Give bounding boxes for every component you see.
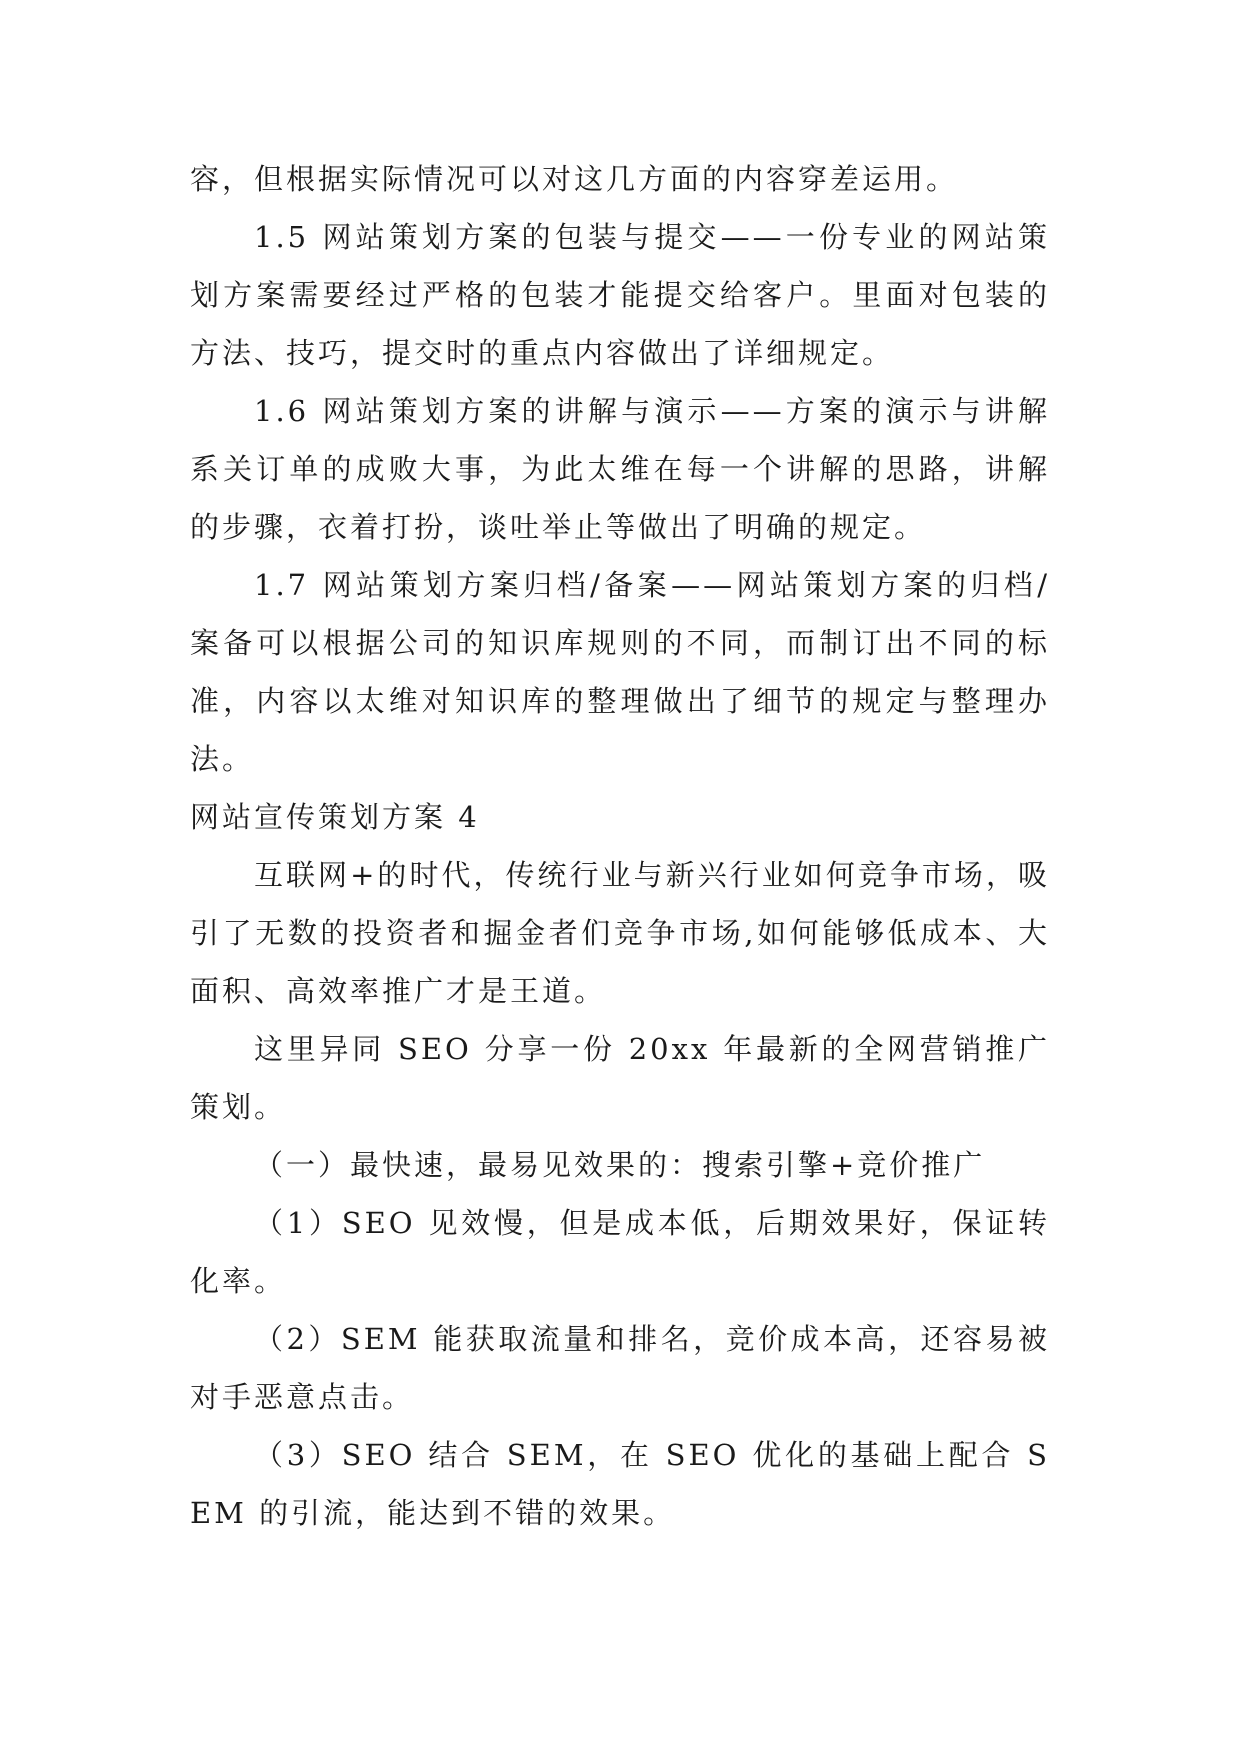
paragraph-archiving: 1.7 网站策划方案归档/备案——网站策划方案的归档/案备可以根据公司的知识库规则的不同，而制订出不同的标准，内容以太维对知识库的整理做出了细节的规定与整理办法。 [190,568,1050,776]
paragraph-item-one: （一）最快速，最易见效果的：搜索引擎+竞价推广 [254,1148,986,1182]
paragraph-internet-plus: 互联网+的时代，传统行业与新兴行业如何竞争市场，吸引了无数的投资者和掘金者们竞争市场,如何能够低成本、大面积、高效率推广才是王道。 [190,858,1050,1008]
document-body [190,150,1050,1542]
paragraph-seo-share: 这里异同 SEO 分享一份 20xx 年最新的全网营销推广策划。 [190,1032,1050,1124]
paragraph-presentation: 1.6 网站策划方案的讲解与演示——方案的演示与讲解系关订单的成败大事，为此太维在每一个讲解的思路，讲解的步骤，衣着打扮，谈吐举止等做出了明确的规定。 [190,394,1050,544]
paragraph-seo-sem: （3）SEO 结合 SEM，在 SEO 优化的基础上配合 SEM 的引流，能达到不错的效果。 [190,1438,1050,1530]
paragraph-sem: （2）SEM 能获取流量和排名，竞价成本高，还容易被对手恶意点击。 [190,1322,1050,1414]
section-title: 网站宣传策划方案 4 [190,800,480,834]
paragraph-seo: （1）SEO 见效慢，但是成本低，后期效果好，保证转化率。 [190,1206,1050,1298]
paragraph-continuation: 容，但根据实际情况可以对这几方面的内容穿差运用。 [190,162,959,196]
paragraph-packaging-submission: 1.5 网站策划方案的包装与提交——一份专业的网站策划方案需要经过严格的包装才能提交给客户。里面对包装的方法、技巧，提交时的重点内容做出了详细规定。 [190,220,1050,370]
